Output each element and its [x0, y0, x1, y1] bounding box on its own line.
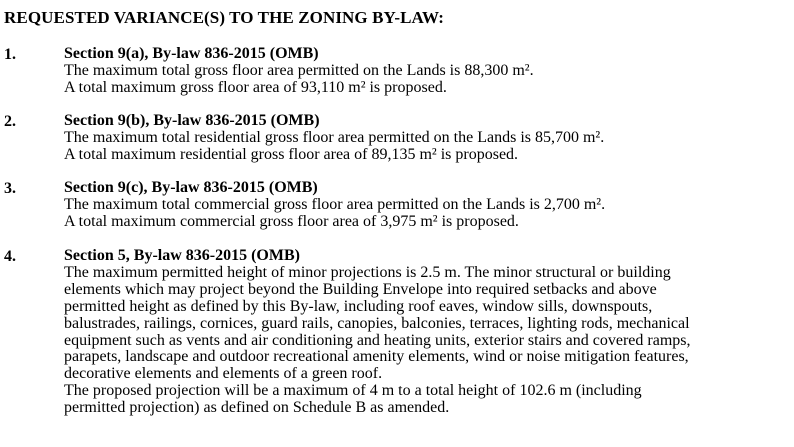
section-title: Section 9(c), By-law 836-2015 (OMB)	[64, 179, 318, 196]
item-text-line: A total maximum gross floor area of 93,110 m² is proposed.	[64, 78, 447, 96]
item-text-line: The maximum total commercial gross floor area permitted on the Lands is 2,700 m².	[64, 195, 606, 213]
item-text-line: The maximum total gross floor area permitted on the Lands is 88,300 m².	[64, 61, 534, 79]
section-title: Section 9(a), By-law 836-2015 (OMB)	[64, 45, 319, 62]
item-text-line: A total maximum commercial gross floor area of 3,975 m² is proposed.	[64, 212, 519, 230]
item-text-line: The maximum total residential gross floor area permitted on the Lands is 85,700 m².	[64, 128, 605, 146]
item-body	[64, 180, 789, 231]
item-text-line: balustrades, railings, cornices, guard rails, canopies, balconies, terraces, lighting rods, mechanical	[64, 314, 690, 332]
item-text-line: The proposed projection will be a maximum of 4 m to a total height of 102.6 m (including	[64, 382, 642, 400]
item-text-line: elements which may project beyond the Building Envelope into required setbacks and above	[64, 280, 657, 298]
item-number: 2.	[4, 113, 16, 130]
item-text-line: decorative elements and elements of a green roof.	[64, 365, 383, 383]
item-text-line: permitted projection) as defined on Schedule B as amended.	[64, 399, 450, 417]
item-body	[64, 46, 789, 97]
item-number: 3.	[4, 180, 16, 197]
item-text-line: A total maximum residential gross floor area of 89,135 m² is proposed.	[64, 145, 519, 163]
item-text-line: equipment such as vents and air conditioning and heating units, exterior stairs and covered ramps,	[64, 331, 691, 349]
item-text-line: parapets, landscape and outdoor recreational amenity elements, wind or noise mitigation features,	[64, 348, 689, 366]
section-title: Section 5, By-law 836-2015 (OMB)	[64, 247, 300, 264]
item-text-line: permitted height as defined by this By-law, including roof eaves, window sills, downspouts,	[64, 297, 653, 315]
item-number: 1.	[4, 46, 16, 63]
section-title: Section 9(b), By-law 836-2015 (OMB)	[64, 112, 320, 129]
page-title: REQUESTED VARIANCE(S) TO THE ZONING BY-LAW:	[4, 8, 444, 27]
item-body	[64, 248, 789, 417]
item-number: 4.	[4, 248, 16, 265]
item-text-line: The maximum permitted height of minor projections is 2.5 m. The minor structural or building	[64, 263, 671, 281]
item-body	[64, 113, 789, 164]
